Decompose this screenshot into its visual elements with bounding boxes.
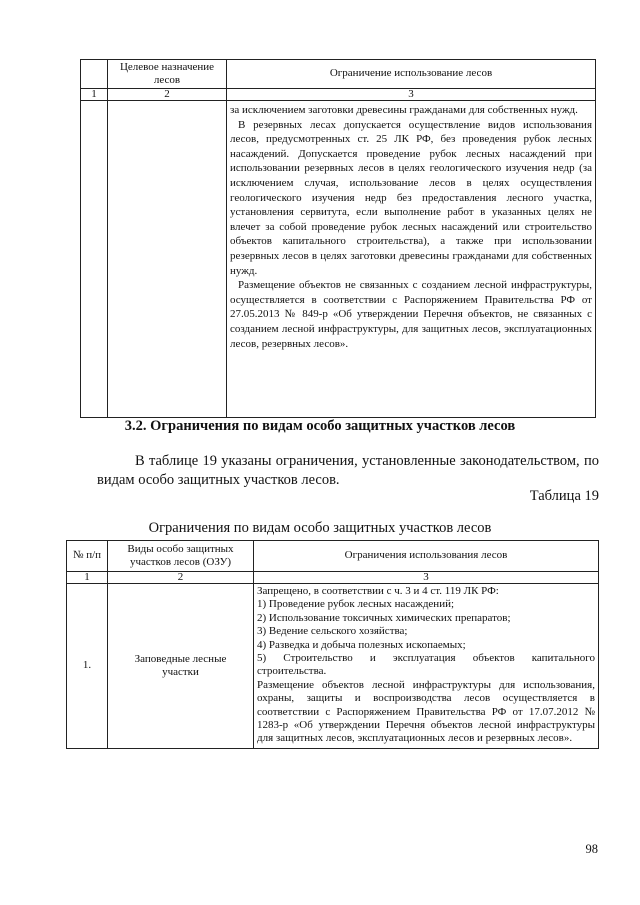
header-ozu-types: Виды особо защитных участков лесов (ОЗУ) (108, 541, 254, 572)
column-number-2: 2 (108, 89, 227, 101)
restriction-paragraph: за исключением заготовки древесины гражданами для собственных нужд. (230, 104, 578, 116)
restriction-paragraph: В резервных лесах допускается осуществление видов использования лесов, предусмотренных ст. 25 ЛК РФ, без проведения рубок лесных насаждений. Допускается проведение рубок лесных насаждений при использовании резервных лесов в целях геологического изучения недр (за исключением случая, использование лесов в целях осуществления геологического изучения недр без предоставления лесного участка, установления сервитута, если выполнение работ в указанных целях не влечет за собой проведение рубок лесных насаждений или строительство объектов капитального строительства), а также при использовании резервных лесов в целях заготовки древесины гражданами для собственных нужд. (230, 118, 592, 277)
intro-paragraph: В таблице 19 указаны ограничения, установленные законодательством, по видам особо защитных участков лесов. (97, 453, 599, 488)
empty-purpose-cell (108, 101, 227, 418)
row-number: 1. (67, 584, 108, 749)
ozu-type: Заповедные лесные участки (108, 584, 254, 749)
column-number-1: 1 (67, 572, 108, 584)
table-label: Таблица 19 (529, 488, 599, 504)
header-forest-purpose: Целевое назначение лесов (108, 60, 227, 89)
table-row (67, 584, 599, 749)
restriction-line: Запрещено, в соответствии с ч. 3 и 4 ст. 119 ЛК РФ: (257, 585, 499, 597)
header-usage-restrictions: Ограничения использования лесов (254, 541, 599, 572)
section-heading: 3.2. Ограничения по видам особо защитных участков лесов (124, 418, 516, 434)
protected-areas-restrictions-table (66, 540, 599, 749)
empty-number-cell (81, 101, 108, 418)
restriction-line: 4) Разведка и добыча полезных ископаемых; (257, 638, 466, 651)
restriction-text-cell (227, 101, 596, 418)
column-number-2: 2 (108, 572, 254, 584)
restriction-line: Размещение объектов лесной инфраструктуры для использования, охраны, защиты и воспроизводства лесов осуществляется в соответствии с Распоряжением Правительства РФ от 17.07.2012 № 1283-р «Об утверждении Перечня объектов лесной инфраструктуры для защитных лесов, эксплуатационных лесов и резервных лесов». (257, 678, 595, 745)
ozu-restrictions-cell (254, 584, 599, 749)
header-row-number: № п/п (67, 541, 108, 572)
restriction-paragraph: Размещение объектов не связанных с созданием лесной инфраструктуры, осуществляется в соответствии с Распоряжением Правительства РФ от 27.05.2013 № 849-р «Об утверждении Перечня объектов, не связанных с созданием лесной инфраструктуры, для защитных лесов, эксплуатационных лесов, резервных лесов». (230, 279, 592, 350)
restriction-line: 2) Использование токсичных химических препаратов; (257, 611, 511, 624)
page-number: 98 (585, 842, 598, 856)
restriction-line: 1) Проведение рубок лесных насаждений; (257, 598, 455, 611)
continued-restrictions-table (80, 59, 596, 418)
table-caption: Ограничения по видам особо защитных участков лесов (148, 520, 492, 536)
header-empty-cell (81, 60, 108, 89)
column-number-1: 1 (81, 89, 108, 101)
column-number-3: 3 (227, 89, 596, 101)
restriction-line: 3) Ведение сельского хозяйства; (257, 625, 408, 638)
column-number-3: 3 (254, 572, 599, 584)
header-usage-restriction: Ограничение использование лесов (227, 60, 596, 89)
restriction-line: 5) Строительство и эксплуатация объектов капитального строительства. (257, 652, 595, 678)
